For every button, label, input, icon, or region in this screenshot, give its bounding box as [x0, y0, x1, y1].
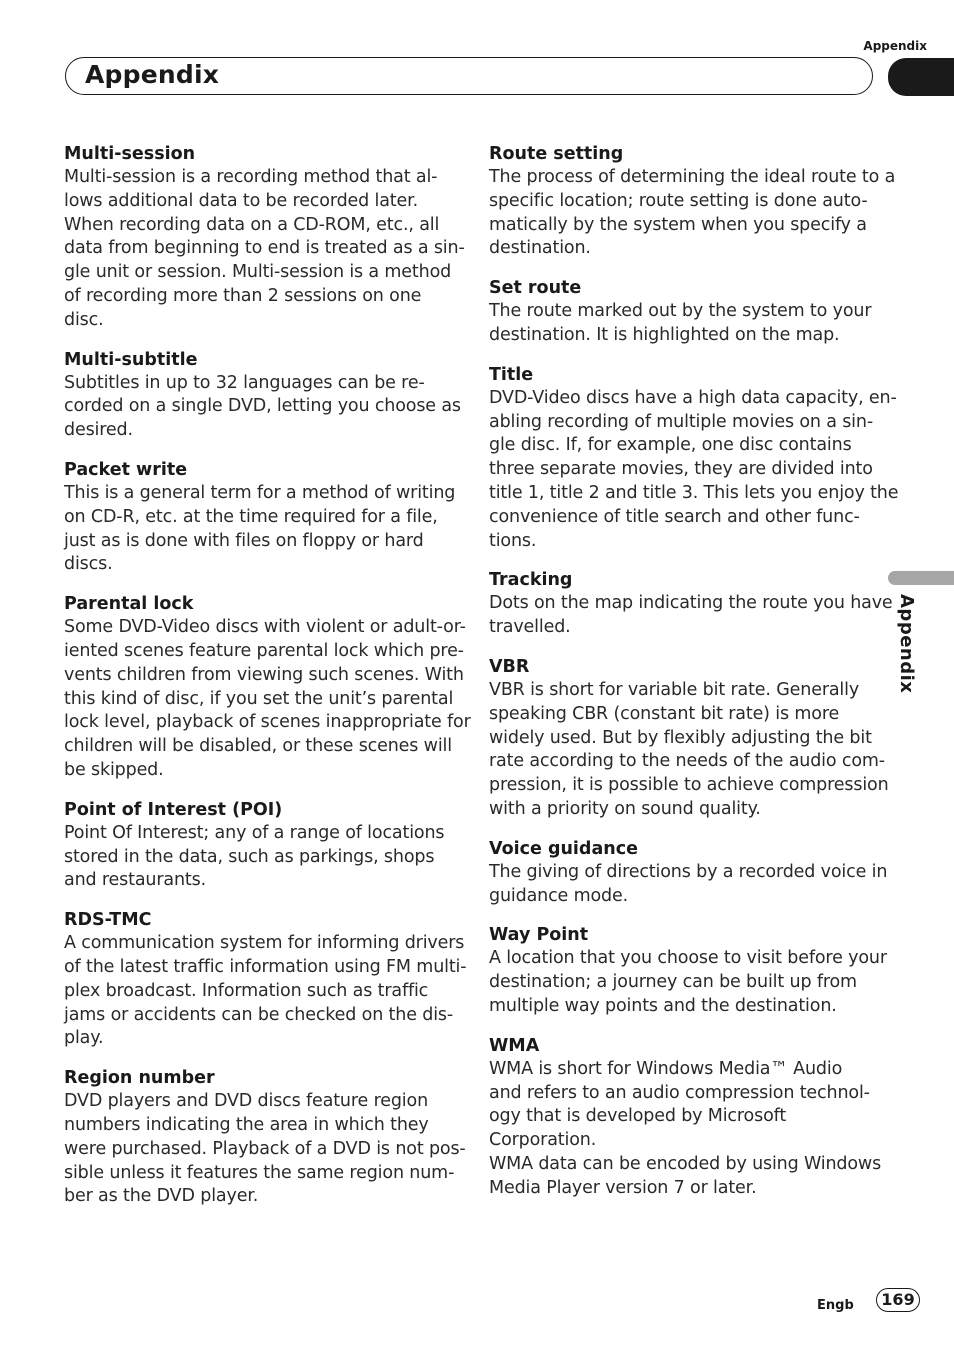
definition-line: Media Player version 7 or later. [489, 1177, 757, 1198]
glossary-definition [64, 372, 461, 443]
definition-line: this kind of disc, if you set the unit’s parental [64, 688, 454, 709]
glossary-term: Tracking [489, 570, 573, 591]
definition-line: destination; a journey can be built up from [489, 972, 857, 993]
glossary-definition [489, 387, 899, 554]
section-title: Appendix [85, 60, 220, 89]
glossary-definition [489, 947, 887, 1018]
definition-line: This is a general term for a method of writing [64, 482, 456, 503]
definition-line: play. [64, 1028, 104, 1049]
definition-line: matically by the system when you specify a [489, 214, 867, 235]
page-number: 169 [876, 1288, 920, 1312]
definition-line: VBR is short for variable bit rate. Generally [489, 679, 860, 700]
glossary-term: Multi-session [64, 144, 196, 164]
definition-line: with a priority on sound quality. [489, 798, 761, 819]
definition-line: stored in the data, such as parkings, shops [64, 846, 435, 867]
glossary-definition [489, 679, 889, 822]
definition-line: desired. [64, 420, 133, 441]
glossary-entry [489, 838, 888, 909]
definition-line: Subtitles in up to 32 languages can be re- [64, 372, 425, 393]
glossary-right-column [489, 143, 899, 1217]
glossary-definition [489, 592, 893, 640]
definition-line: Point Of Interest; any of a range of locations [64, 822, 445, 843]
glossary-left-column [64, 143, 471, 1225]
definition-line: A location that you choose to visit before your [489, 948, 887, 969]
glossary-definition [489, 300, 881, 348]
definition-line: vents children from viewing such scenes. With [64, 664, 464, 685]
glossary-entry [64, 1067, 466, 1209]
definition-line: destination. [489, 238, 591, 259]
glossary-entry [489, 364, 899, 554]
glossary-term: Point of Interest (POI) [64, 799, 283, 820]
definition-line: widely used. But by flexibly adjusting the bit [489, 727, 872, 748]
definition-line: title 1, title 2 and title 3. This lets you enjoy the [489, 482, 899, 503]
definition-line: WMA data can be encoded by using Windows [489, 1153, 882, 1174]
definition-line: DVD players and DVD discs feature region [64, 1091, 429, 1112]
side-index-label: Appendix [896, 594, 917, 694]
definition-line: tions. [489, 530, 537, 551]
glossary-term: Multi-subtitle [64, 349, 198, 370]
definition-line: jams or accidents can be checked on the dis- [64, 1004, 454, 1025]
glossary-entry [489, 656, 889, 822]
definition-line: disc. [64, 309, 104, 330]
definition-line: three separate movies, they are divided into [489, 459, 873, 480]
glossary-term: Way Point [489, 925, 589, 946]
glossary-entry [64, 349, 461, 443]
glossary-entry [64, 909, 467, 1051]
glossary-entry [489, 924, 887, 1018]
definition-line: iented scenes feature parental lock which pre- [64, 640, 464, 661]
glossary-entry [64, 459, 456, 577]
definition-line: destination. It is highlighted on the map. [489, 324, 840, 345]
definition-line: children will be disabled, or these scenes will [64, 736, 452, 757]
definition-line: plex broadcast. Information such as traffic [64, 980, 429, 1001]
glossary-definition [64, 482, 456, 577]
definition-line: be skipped. [64, 759, 164, 780]
definition-line: and refers to an audio compression technol- [489, 1082, 870, 1103]
definition-line: Corporation. [489, 1130, 597, 1151]
glossary-definition [489, 1058, 881, 1201]
glossary-term: RDS-TMC [64, 910, 152, 931]
definition-line: DVD-Video discs have a high data capacity, en- [489, 387, 897, 408]
definition-line: multiple way points and the destination. [489, 995, 837, 1016]
section-marker-tab [888, 58, 954, 96]
definition-line: The process of determining the ideal route to a [489, 167, 896, 187]
definition-line: The giving of directions by a recorded voice in [489, 861, 888, 882]
glossary-definition [64, 166, 465, 333]
definition-line: just as is done with files on floppy or hard [64, 530, 424, 551]
definition-line: were purchased. Playback of a DVD is not pos- [64, 1138, 466, 1159]
glossary-entry [489, 1035, 881, 1201]
definition-line: gle disc. If, for example, one disc contains [489, 435, 852, 456]
side-index-tab [888, 571, 954, 585]
definition-line: on CD-R, etc. at the time required for a file, [64, 506, 438, 527]
footer-language: Engb [817, 1298, 854, 1313]
definition-line: ogy that is developed by Microsoft [489, 1106, 787, 1127]
definition-line: lock level, playback of scenes inappropriate for [64, 712, 471, 733]
definition-line: Some DVD-Video discs with violent or adult-or- [64, 617, 466, 638]
glossary-entry [489, 277, 881, 348]
glossary-entry [64, 143, 465, 333]
glossary-term: Parental lock [64, 594, 194, 615]
glossary-term: Voice guidance [489, 838, 638, 859]
definition-line: speaking CBR (constant bit rate) is more [489, 703, 840, 724]
glossary-definition [64, 932, 467, 1051]
definition-line: When recording data on a CD-ROM, etc., all [64, 214, 440, 235]
glossary-term: Title [489, 364, 534, 385]
glossary-term: Set route [489, 278, 582, 299]
definition-line: convenience of title search and other func- [489, 506, 860, 527]
definition-line: sible unless it features the same region num- [64, 1162, 455, 1183]
definition-line: A communication system for informing drivers [64, 933, 465, 954]
definition-line: and restaurants. [64, 870, 207, 891]
glossary-entry [489, 143, 896, 261]
definition-line: gle unit or session. Multi-session is a method [64, 262, 452, 283]
definition-line: ber as the DVD player. [64, 1186, 259, 1207]
definition-line: Multi-session is a recording method that al- [64, 167, 438, 187]
definition-line: Dots on the map indicating the route you have [489, 593, 893, 614]
glossary-entry [64, 799, 456, 893]
glossary-definition [64, 822, 456, 893]
definition-line: corded on a single DVD, letting you choose as [64, 396, 461, 417]
definition-line: discs. [64, 554, 113, 575]
glossary-term: Region number [64, 1068, 215, 1089]
glossary-definition [489, 166, 896, 261]
glossary-term: Route setting [489, 144, 624, 164]
definition-line: specific location; route setting is done auto- [489, 190, 868, 211]
definition-line: of the latest traffic information using FM multi- [64, 956, 467, 977]
definition-line: The route marked out by the system to your [489, 301, 872, 322]
glossary-definition [64, 616, 471, 783]
definition-line: data from beginning to end is treated as a sin- [64, 238, 465, 259]
definition-line: abling recording of multiple movies on a sin- [489, 411, 874, 432]
definition-line: lows additional data to be recorded later. [64, 190, 418, 211]
section-title-bar [65, 57, 873, 95]
definition-line: pression, it is possible to achieve compression [489, 775, 889, 796]
definition-line: travelled. [489, 617, 571, 638]
glossary-definition [489, 861, 888, 909]
definition-line: of recording more than 2 sessions on one [64, 285, 422, 306]
glossary-entry [489, 569, 893, 640]
definition-line: guidance mode. [489, 885, 629, 906]
definition-line: rate according to the needs of the audio com- [489, 751, 885, 772]
definition-line: numbers indicating the area in which they [64, 1114, 429, 1135]
glossary-definition [64, 1090, 466, 1209]
definition-line: WMA is short for Windows Media™ Audio [489, 1058, 843, 1079]
running-header: Appendix [863, 39, 927, 53]
glossary-term: Packet write [64, 459, 188, 480]
glossary-entry [64, 593, 471, 783]
glossary-term: WMA [489, 1035, 540, 1056]
glossary-term: VBR [489, 656, 530, 677]
